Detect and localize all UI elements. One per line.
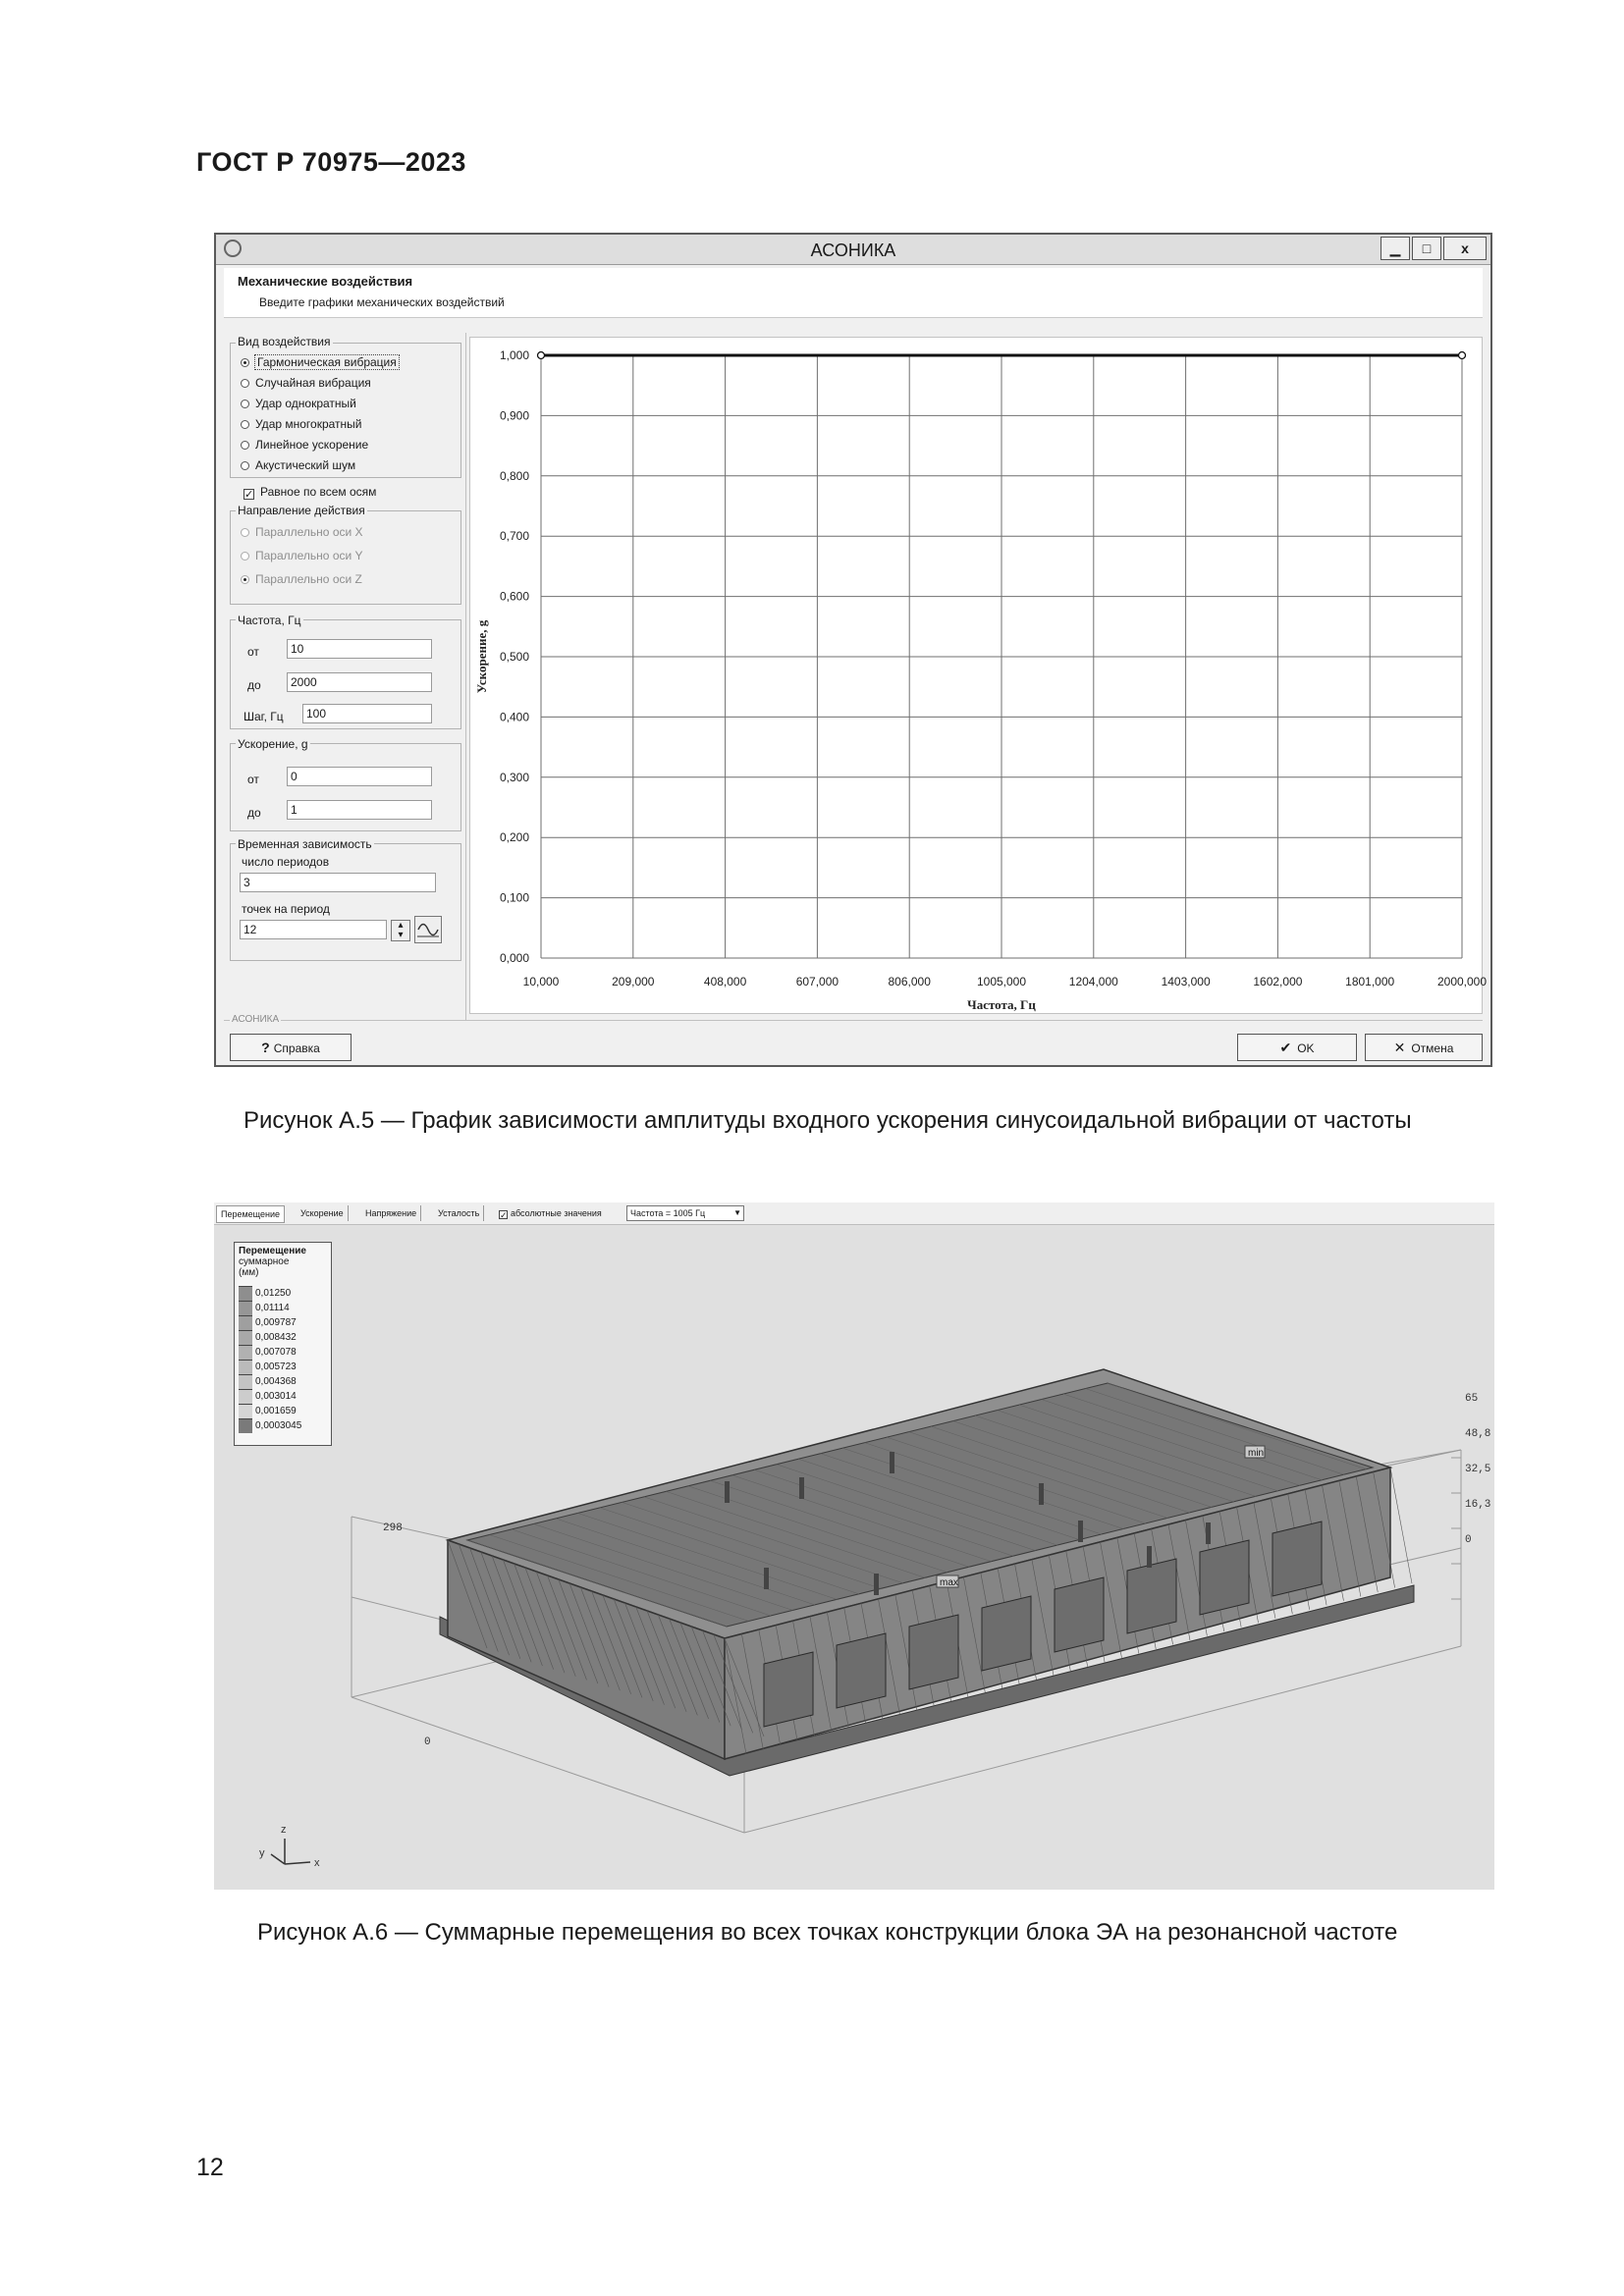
freq-to-label: до (247, 678, 261, 692)
freq-to-input[interactable]: 2000 (287, 672, 432, 692)
connector-block (909, 1615, 958, 1689)
x-tick-label: 10,000 (522, 975, 560, 988)
tab-fatigue[interactable]: Усталость (434, 1205, 484, 1221)
tab-stress[interactable]: Напряжение (361, 1205, 421, 1221)
x-tick-label: 1204,000 (1068, 975, 1118, 988)
impact-options (241, 355, 399, 473)
y-axis-label: y (259, 1847, 265, 1859)
y-tick-label: 0,000 (499, 951, 529, 965)
radio-icon (241, 461, 249, 470)
mounting-post (1039, 1483, 1044, 1505)
direction-options (241, 525, 363, 587)
impact-option-random[interactable]: Случайная вибрация (241, 376, 399, 391)
legend-value: 0,009787 (255, 1317, 297, 1328)
tab-acceleration[interactable]: Ускорение (297, 1205, 349, 1221)
mounting-post (799, 1477, 804, 1499)
maximize-button[interactable]: □ (1412, 237, 1441, 260)
accel-from-input[interactable]: 0 (287, 767, 432, 786)
legend-title: Перемещение суммарное (мм) (239, 1246, 306, 1278)
model-3d-scene[interactable] (214, 1224, 1494, 1890)
acceleration-frequency-chart (470, 338, 1488, 1013)
radio-icon (241, 379, 249, 388)
data-point (1459, 352, 1466, 359)
y-tick-label: 0,100 (499, 890, 529, 905)
spin-up-icon: ▴ (398, 920, 404, 931)
mounting-post (1206, 1522, 1211, 1544)
y-axis-line (271, 1854, 285, 1864)
impact-type-group (230, 343, 461, 478)
max-marker-label: max (940, 1577, 958, 1588)
mounting-post (1078, 1521, 1083, 1542)
x-tick-label: 209,000 (612, 975, 655, 988)
freq-step-input[interactable]: 100 (302, 704, 432, 723)
y-tick-label: 1,000 (499, 348, 529, 362)
legend-value: 0,007078 (255, 1347, 297, 1358)
cross-icon: ✕ (1393, 1040, 1406, 1055)
connector-block (1272, 1522, 1322, 1596)
y-axis-label: Ускорение, g (474, 619, 489, 694)
sine-wave-icon (415, 917, 441, 942)
mounting-post (890, 1452, 894, 1473)
legend-value: 0,01250 (255, 1288, 292, 1299)
impact-option-acoustic[interactable]: Акустический шум (241, 458, 399, 473)
figure-a6-caption: Рисунок А.6 — Суммарные перемещения во всех точках конструкции блока ЭА на резонансной частоте (257, 1919, 1398, 1946)
legend-value: 0,01114 (255, 1303, 290, 1313)
legend-value: 0,001659 (255, 1406, 297, 1416)
x-tick-label: 1005,000 (976, 975, 1027, 988)
help-button[interactable]: ? Справка (230, 1034, 352, 1061)
panel-divider (465, 333, 466, 1020)
x-axis-line (285, 1862, 310, 1864)
x-tick-label: 408,000 (703, 975, 747, 988)
points-spinner[interactable] (391, 920, 410, 941)
minimize-button[interactable]: ▁ (1380, 237, 1410, 260)
checkmark-icon: ✔ (1279, 1040, 1292, 1055)
height-scale-label: 65 (1465, 1393, 1479, 1405)
height-scale-label: 16,3 (1465, 1499, 1491, 1511)
y-tick-label: 0,500 (499, 650, 529, 664)
points-label: точек на период (242, 902, 330, 916)
periods-input[interactable]: 3 (240, 873, 436, 892)
x-tick-label: 607,000 (795, 975, 839, 988)
document-header: ГОСТ Р 70975—2023 (196, 147, 466, 177)
legend-value: 0,004368 (255, 1376, 297, 1387)
freq-step-label: Шаг, Гц (244, 710, 284, 723)
left-scale-label: 298 (383, 1522, 403, 1534)
result-tabs-bar (214, 1202, 1494, 1225)
y-tick-label: 0,700 (499, 529, 529, 544)
connector-block (764, 1652, 813, 1727)
figure-a5-caption: Рисунок А.5 — График зависимости амплитуды входного ускорения синусоидальной вибрации от частоты (244, 1107, 1412, 1134)
x-tick-label: 1801,000 (1345, 975, 1395, 988)
y-tick-label: 0,400 (499, 710, 529, 724)
impact-option-linear-accel[interactable]: Линейное ускорение (241, 438, 399, 453)
impact-option-multi-shock[interactable]: Удар многократный (241, 417, 399, 432)
y-tick-label: 0,800 (499, 468, 529, 483)
impact-option-single-shock[interactable]: Удар однократный (241, 397, 399, 411)
direction-group (230, 510, 461, 605)
displacement-view (214, 1202, 1494, 1890)
question-icon: ? (261, 1040, 270, 1055)
connector-block (982, 1596, 1031, 1671)
legend-value: 0,005723 (255, 1362, 297, 1372)
z-axis-label: z (281, 1824, 287, 1836)
impact-option-harmonic[interactable]: Гармоническая вибрация (241, 355, 399, 370)
direction-option-y[interactable]: Параллельно оси Y (241, 549, 363, 563)
height-scale-label: 0 (1465, 1534, 1472, 1546)
panel-subtitle: Введите графики механических воздействий (259, 295, 505, 309)
legend-value: 0,003014 (255, 1391, 297, 1402)
radio-icon (241, 528, 249, 537)
x-axis-label: x (314, 1857, 320, 1869)
freq-from-input[interactable]: 10 (287, 639, 432, 659)
chart-area (469, 337, 1488, 1014)
radio-selected-icon (241, 575, 249, 584)
radio-icon (241, 552, 249, 561)
acceleration-group-label: Ускорение, g (238, 737, 308, 751)
accel-to-input[interactable]: 1 (287, 800, 432, 820)
mounting-post (725, 1481, 730, 1503)
mounting-post (1147, 1546, 1152, 1568)
cancel-button[interactable]: ✕ Отмена (1365, 1034, 1483, 1061)
direction-group-label: Направление действия (238, 504, 365, 517)
min-marker-label: min (1248, 1448, 1265, 1459)
abs-values-checkbox[interactable]: ✓ абсолютные значения (500, 1208, 602, 1220)
mounting-post (874, 1574, 879, 1595)
impact-group-label: Вид воздействия (238, 335, 331, 348)
points-input[interactable]: 12 (240, 920, 387, 939)
spin-down-icon: ▾ (398, 930, 404, 940)
radio-icon (241, 441, 249, 450)
frequency-select[interactable]: Частота = 1005 Гц ▼ (626, 1205, 744, 1221)
radio-selected-icon (241, 358, 249, 367)
y-tick-label: 0,900 (499, 408, 529, 423)
checkbox-checked-icon: ✓ (500, 1210, 508, 1220)
asonika-window (214, 233, 1492, 1067)
height-scale-label: 32,5 (1465, 1464, 1491, 1475)
status-label: АСОНИКА (232, 1014, 280, 1025)
chevron-down-icon: ▼ (733, 1208, 741, 1217)
data-point (538, 352, 545, 359)
frequency-group-label: Частота, Гц (238, 614, 301, 627)
x-axis-label: Частота, Гц (967, 997, 1036, 1012)
freq-from-label: от (247, 645, 259, 659)
connector-block (1200, 1540, 1249, 1615)
equal-axes-checkbox[interactable]: ✓ Равное по всем осям (244, 485, 377, 501)
periods-label: число периодов (242, 855, 330, 869)
legend-value: 0,0003045 (255, 1420, 302, 1431)
accel-from-label: от (247, 773, 259, 786)
mounting-post (764, 1568, 769, 1589)
ok-button[interactable]: ✔ OK (1237, 1034, 1357, 1061)
checkbox-checked-icon: ✓ (244, 489, 254, 501)
x-tick-label: 1403,000 (1161, 975, 1211, 988)
legend-value: 0,008432 (255, 1332, 297, 1343)
waveform-button[interactable] (414, 916, 442, 943)
close-button[interactable]: x (1443, 237, 1487, 260)
tab-displacement[interactable]: Перемещение (216, 1205, 285, 1223)
height-scale-label: 48,8 (1465, 1428, 1491, 1440)
left-scale-label: 0 (424, 1736, 431, 1748)
accel-to-label: до (247, 806, 261, 820)
connector-block (1127, 1559, 1176, 1633)
title-bar (216, 235, 1490, 265)
panel-title: Механические воздействия (238, 274, 413, 289)
x-tick-label: 1602,000 (1253, 975, 1303, 988)
connector-block (837, 1633, 886, 1708)
direction-option-z[interactable]: Параллельно оси Z (241, 572, 363, 587)
y-tick-label: 0,300 (499, 770, 529, 784)
x-tick-label: 2000,000 (1436, 975, 1488, 988)
header-panel (224, 268, 1483, 318)
connector-block (1055, 1577, 1104, 1652)
radio-icon (241, 400, 249, 408)
y-tick-label: 0,200 (499, 830, 529, 845)
status-divider (224, 1020, 1483, 1021)
time-group-label: Временная зависимость (238, 837, 372, 851)
x-tick-label: 806,000 (888, 975, 931, 988)
page-number: 12 (196, 2154, 224, 2181)
direction-option-x[interactable]: Параллельно оси X (241, 525, 363, 540)
window-title: АСОНИКА (810, 240, 896, 260)
radio-icon (241, 420, 249, 429)
mesh-edge (1390, 1468, 1412, 1583)
y-tick-label: 0,600 (499, 589, 529, 604)
